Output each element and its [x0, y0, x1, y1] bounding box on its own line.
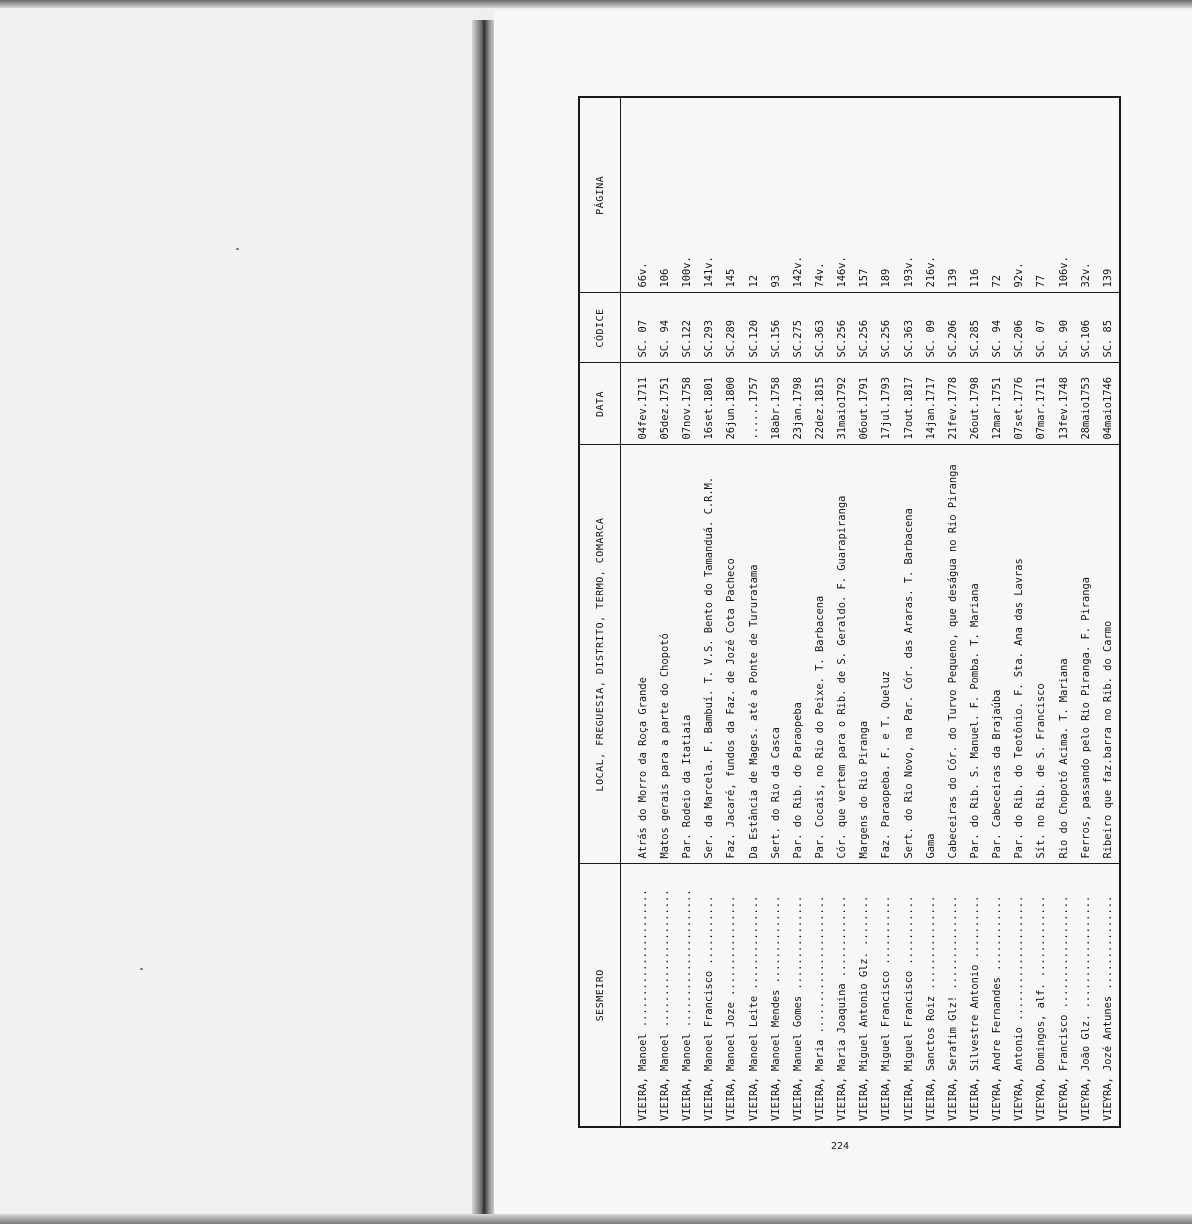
cell-data: 17jul.1793 — [875, 363, 897, 445]
cell-data: ......1757 — [742, 363, 764, 445]
cell-sesmeiro: VIEIRA, Manoel ...................... — [636, 889, 649, 1121]
table-row — [720, 98, 742, 1126]
cell-sesmeiro: VIEIRA, Manuel Gomes ............... — [791, 895, 804, 1121]
cell-pagina: 32v. — [1075, 98, 1097, 293]
table-row — [809, 98, 831, 1126]
cell-pagina: 189 — [875, 98, 897, 293]
cell-sesmeiro: VIEIRA, Manoel Leite ............... — [747, 895, 760, 1121]
cell-data: 04maio1746 — [1097, 363, 1119, 445]
left-page — [0, 0, 478, 1224]
page-number: 224 — [831, 1141, 850, 1152]
cell-data: 12mar.1751 — [986, 363, 1008, 445]
cell-local: Sert. do Rio Novo, na Par. Cór. das Araras. T. Barbacena — [897, 445, 919, 864]
cell-sesmeiro: VIEIRA, Manoel Francisco ........... — [703, 895, 716, 1121]
cell-codice: SC.122 — [676, 293, 698, 363]
cell-codice: SC.106 — [1075, 293, 1097, 363]
header-pagina: PÁGINA — [580, 98, 621, 293]
table-row — [920, 98, 942, 1126]
cell-sesmeiro: VIEYRA, Jozé Antunes ............... — [1101, 895, 1114, 1121]
cell-data: 06out.1791 — [853, 363, 875, 445]
table-row — [1097, 98, 1119, 1126]
cell-data: 18abr.1758 — [765, 363, 787, 445]
cell-pagina: 139 — [942, 98, 964, 293]
cell-pagina: 77 — [1030, 98, 1052, 293]
cell-data: 23jan.1798 — [787, 363, 809, 445]
cell-data: 26jun.1800 — [720, 363, 742, 445]
cell-local: Par. do Rib. S. Manuel. F. Pomba. T. Mariana — [964, 445, 986, 864]
table-row — [1075, 98, 1097, 1126]
sesmarias-table — [580, 98, 1119, 1126]
cell-data: 13fev.1748 — [1052, 363, 1074, 445]
cell-sesmeiro: VIEYRA, João Glz. .................. — [1079, 895, 1092, 1121]
cell-codice: SC.120 — [742, 293, 764, 363]
cell-pagina: 193v. — [897, 98, 919, 293]
cell-codice: SC.256 — [831, 293, 853, 363]
table-row — [698, 98, 720, 1126]
cell-local: Cabeceiras do Cór. do Turvo Pequeno, que deságua no Rio Piranga — [942, 445, 964, 864]
header-codice: CÓDICE — [580, 293, 621, 363]
table-row — [942, 98, 964, 1126]
cell-local: Faz. Paraopeba. F. e T. Queluz — [875, 445, 897, 864]
cell-local: Matos gerais para a parte do Chopotó — [654, 445, 676, 864]
cell-local: Par. Rodeio da Itatiaia — [676, 445, 698, 864]
header-local: LOCAL, FREGUESIA, DISTRITO, TERMO, COMARCA — [580, 445, 621, 864]
cell-local: Margens do Rio Piranga — [853, 445, 875, 864]
rotated-table-wrapper — [580, 98, 1119, 1126]
cell-sesmeiro: VIEIRA, Manoel Mendes .............. — [769, 895, 782, 1121]
cell-pagina: 141v. — [698, 98, 720, 293]
cell-codice: SC.206 — [942, 293, 964, 363]
cell-pagina: 139 — [1097, 98, 1119, 293]
cell-sesmeiro: VIEIRA, Manoel ...................... — [658, 889, 671, 1121]
cell-sesmeiro: VIEIRA, Miguel Antonio Glz. ........ — [858, 895, 871, 1121]
cell-pagina: 74v. — [809, 98, 831, 293]
cell-sesmeiro: VIEIRA, Miguel Francisco ........... — [902, 895, 915, 1121]
cell-sesmeiro: VIEIRA, Manoel Joze ................ — [725, 895, 738, 1121]
cell-pagina: 92v. — [1008, 98, 1030, 293]
cell-codice: SC.256 — [875, 293, 897, 363]
cell-pagina: 93 — [765, 98, 787, 293]
cell-data: 21fev.1778 — [942, 363, 964, 445]
cell-codice: SC. 90 — [1052, 293, 1074, 363]
cell-pagina: 142v. — [787, 98, 809, 293]
table-row — [765, 98, 787, 1126]
cell-codice: SC.293 — [698, 293, 720, 363]
cell-pagina: 157 — [853, 98, 875, 293]
cell-pagina: 100v. — [676, 98, 698, 293]
cell-pagina: 146v. — [831, 98, 853, 293]
cell-local: Par. do Rib. do Paraopeba — [787, 445, 809, 864]
table-row — [1052, 98, 1074, 1126]
table-row — [676, 98, 698, 1126]
cell-local: Ferros, passando pelo Rio Piranga. F. Piranga — [1075, 445, 1097, 864]
book-binding — [472, 20, 496, 1220]
cell-codice: SC.363 — [809, 293, 831, 363]
cell-sesmeiro: VIEIRA, Manoel ...................... — [681, 889, 694, 1121]
table-row — [632, 98, 654, 1126]
cell-data: 07set.1776 — [1008, 363, 1030, 445]
cell-sesmeiro: VIEIRA, Serafim Glz! ............... — [946, 895, 959, 1121]
table-row — [897, 98, 919, 1126]
cell-local: Par. do Rib. do Teotônio. F. Sta. Ana das Lavras — [1008, 445, 1030, 864]
cell-codice: SC.289 — [720, 293, 742, 363]
cell-data: 05dez.1751 — [654, 363, 676, 445]
cell-data: 04fev.1711 — [632, 363, 654, 445]
table-row — [831, 98, 853, 1126]
top-edge — [0, 0, 1192, 8]
sesmarias-table-frame — [578, 96, 1121, 1128]
cell-sesmeiro: VIEIRA, Sanctos Roiz ............... — [924, 895, 937, 1121]
cell-pagina: 116 — [964, 98, 986, 293]
cell-local: Cór. que vertem para o Rib. de S. Geraldo. F. Guarapiranga — [831, 445, 853, 864]
bottom-edge — [0, 1214, 1192, 1224]
cell-pagina: 66v. — [632, 98, 654, 293]
cell-local: Gama — [920, 445, 942, 864]
cell-pagina: 72 — [986, 98, 1008, 293]
cell-sesmeiro: VIEYRA, Francisco .................. — [1057, 895, 1070, 1121]
speck — [236, 248, 239, 250]
cell-codice: SC.275 — [787, 293, 809, 363]
table-row — [787, 98, 809, 1126]
cell-sesmeiro: VIEIRA, Silvestre Antonio .......... — [968, 895, 981, 1121]
cell-pagina: 12 — [742, 98, 764, 293]
cell-codice: SC. 07 — [632, 293, 654, 363]
cell-codice: SC. 94 — [654, 293, 676, 363]
cell-local: Da Estância de Mages. até a Ponte de Tururatama — [742, 445, 764, 864]
cell-codice: SC. 94 — [986, 293, 1008, 363]
cell-sesmeiro: VIEYRA, Antonio .................... — [1013, 895, 1026, 1121]
cell-local: Sert. do Rio da Casca — [765, 445, 787, 864]
table-row — [1008, 98, 1030, 1126]
table-row — [986, 98, 1008, 1126]
table-header-row — [580, 98, 621, 1126]
cell-data: 07mar.1711 — [1030, 363, 1052, 445]
cell-local: Sít. no Rib. de S. Francisco — [1030, 445, 1052, 864]
cell-local: Par. Cabeceiras da Brajaúba — [986, 445, 1008, 864]
cell-codice: SC.363 — [897, 293, 919, 363]
cell-local: Ser. da Marcela. F. Bambuí. T. V.S. Bento do Tamanduá. C.R.M. — [698, 445, 720, 864]
table-row — [875, 98, 897, 1126]
cell-data: 17out.1817 — [897, 363, 919, 445]
cell-sesmeiro: VIEIRA, Miguel Francisco ........... — [880, 895, 893, 1121]
table-row — [853, 98, 875, 1126]
cell-data: 26out.1798 — [964, 363, 986, 445]
table-row — [742, 98, 764, 1126]
cell-sesmeiro: VIEYRA, Andre Fernandes ............ — [991, 895, 1004, 1121]
cell-codice: SC. 85 — [1097, 293, 1119, 363]
cell-local: Atrás do Morro da Roça Grande — [632, 445, 654, 864]
table-body — [621, 98, 1120, 1126]
cell-local: Par. Cocais, no Rio do Peixe. T. Barbacena — [809, 445, 831, 864]
header-sesmeiro: SESMEIRO — [580, 864, 621, 1126]
cell-pagina: 106v. — [1052, 98, 1074, 293]
table-row — [654, 98, 676, 1126]
cell-codice: SC.256 — [853, 293, 875, 363]
cell-codice: SC.285 — [964, 293, 986, 363]
cell-local: Ribeiro que faz.barra no Rib. do Carmo — [1097, 445, 1119, 864]
cell-data: 07nov.1758 — [676, 363, 698, 445]
cell-pagina: 145 — [720, 98, 742, 293]
cell-data: 28maio1753 — [1075, 363, 1097, 445]
header-data: DATA — [580, 363, 621, 445]
cell-pagina: 106 — [654, 98, 676, 293]
cell-sesmeiro: VIEIRA, Maria ...................... — [813, 895, 826, 1121]
table-row — [1030, 98, 1052, 1126]
cell-codice: SC. 09 — [920, 293, 942, 363]
cell-data: 22dez.1815 — [809, 363, 831, 445]
speck — [140, 968, 143, 970]
cell-codice: SC.156 — [765, 293, 787, 363]
cell-pagina: 216v. — [920, 98, 942, 293]
cell-local: Rio do Chopotó Acima. T. Mariana — [1052, 445, 1074, 864]
cell-data: 31maio1792 — [831, 363, 853, 445]
cell-data: 16set.1801 — [698, 363, 720, 445]
cell-codice: SC.206 — [1008, 293, 1030, 363]
cell-data: 14jan.1717 — [920, 363, 942, 445]
cell-sesmeiro: VIEYRA, Domingos, alf. ............. — [1035, 895, 1048, 1121]
cell-local: Faz. Jacaré, fundos da Faz. de Jozé Cota Pacheco — [720, 445, 742, 864]
table-row — [964, 98, 986, 1126]
cell-codice: SC. 07 — [1030, 293, 1052, 363]
cell-sesmeiro: VIEIRA, Maria Joaquina ............. — [836, 895, 849, 1121]
table-spacer — [621, 98, 632, 1126]
